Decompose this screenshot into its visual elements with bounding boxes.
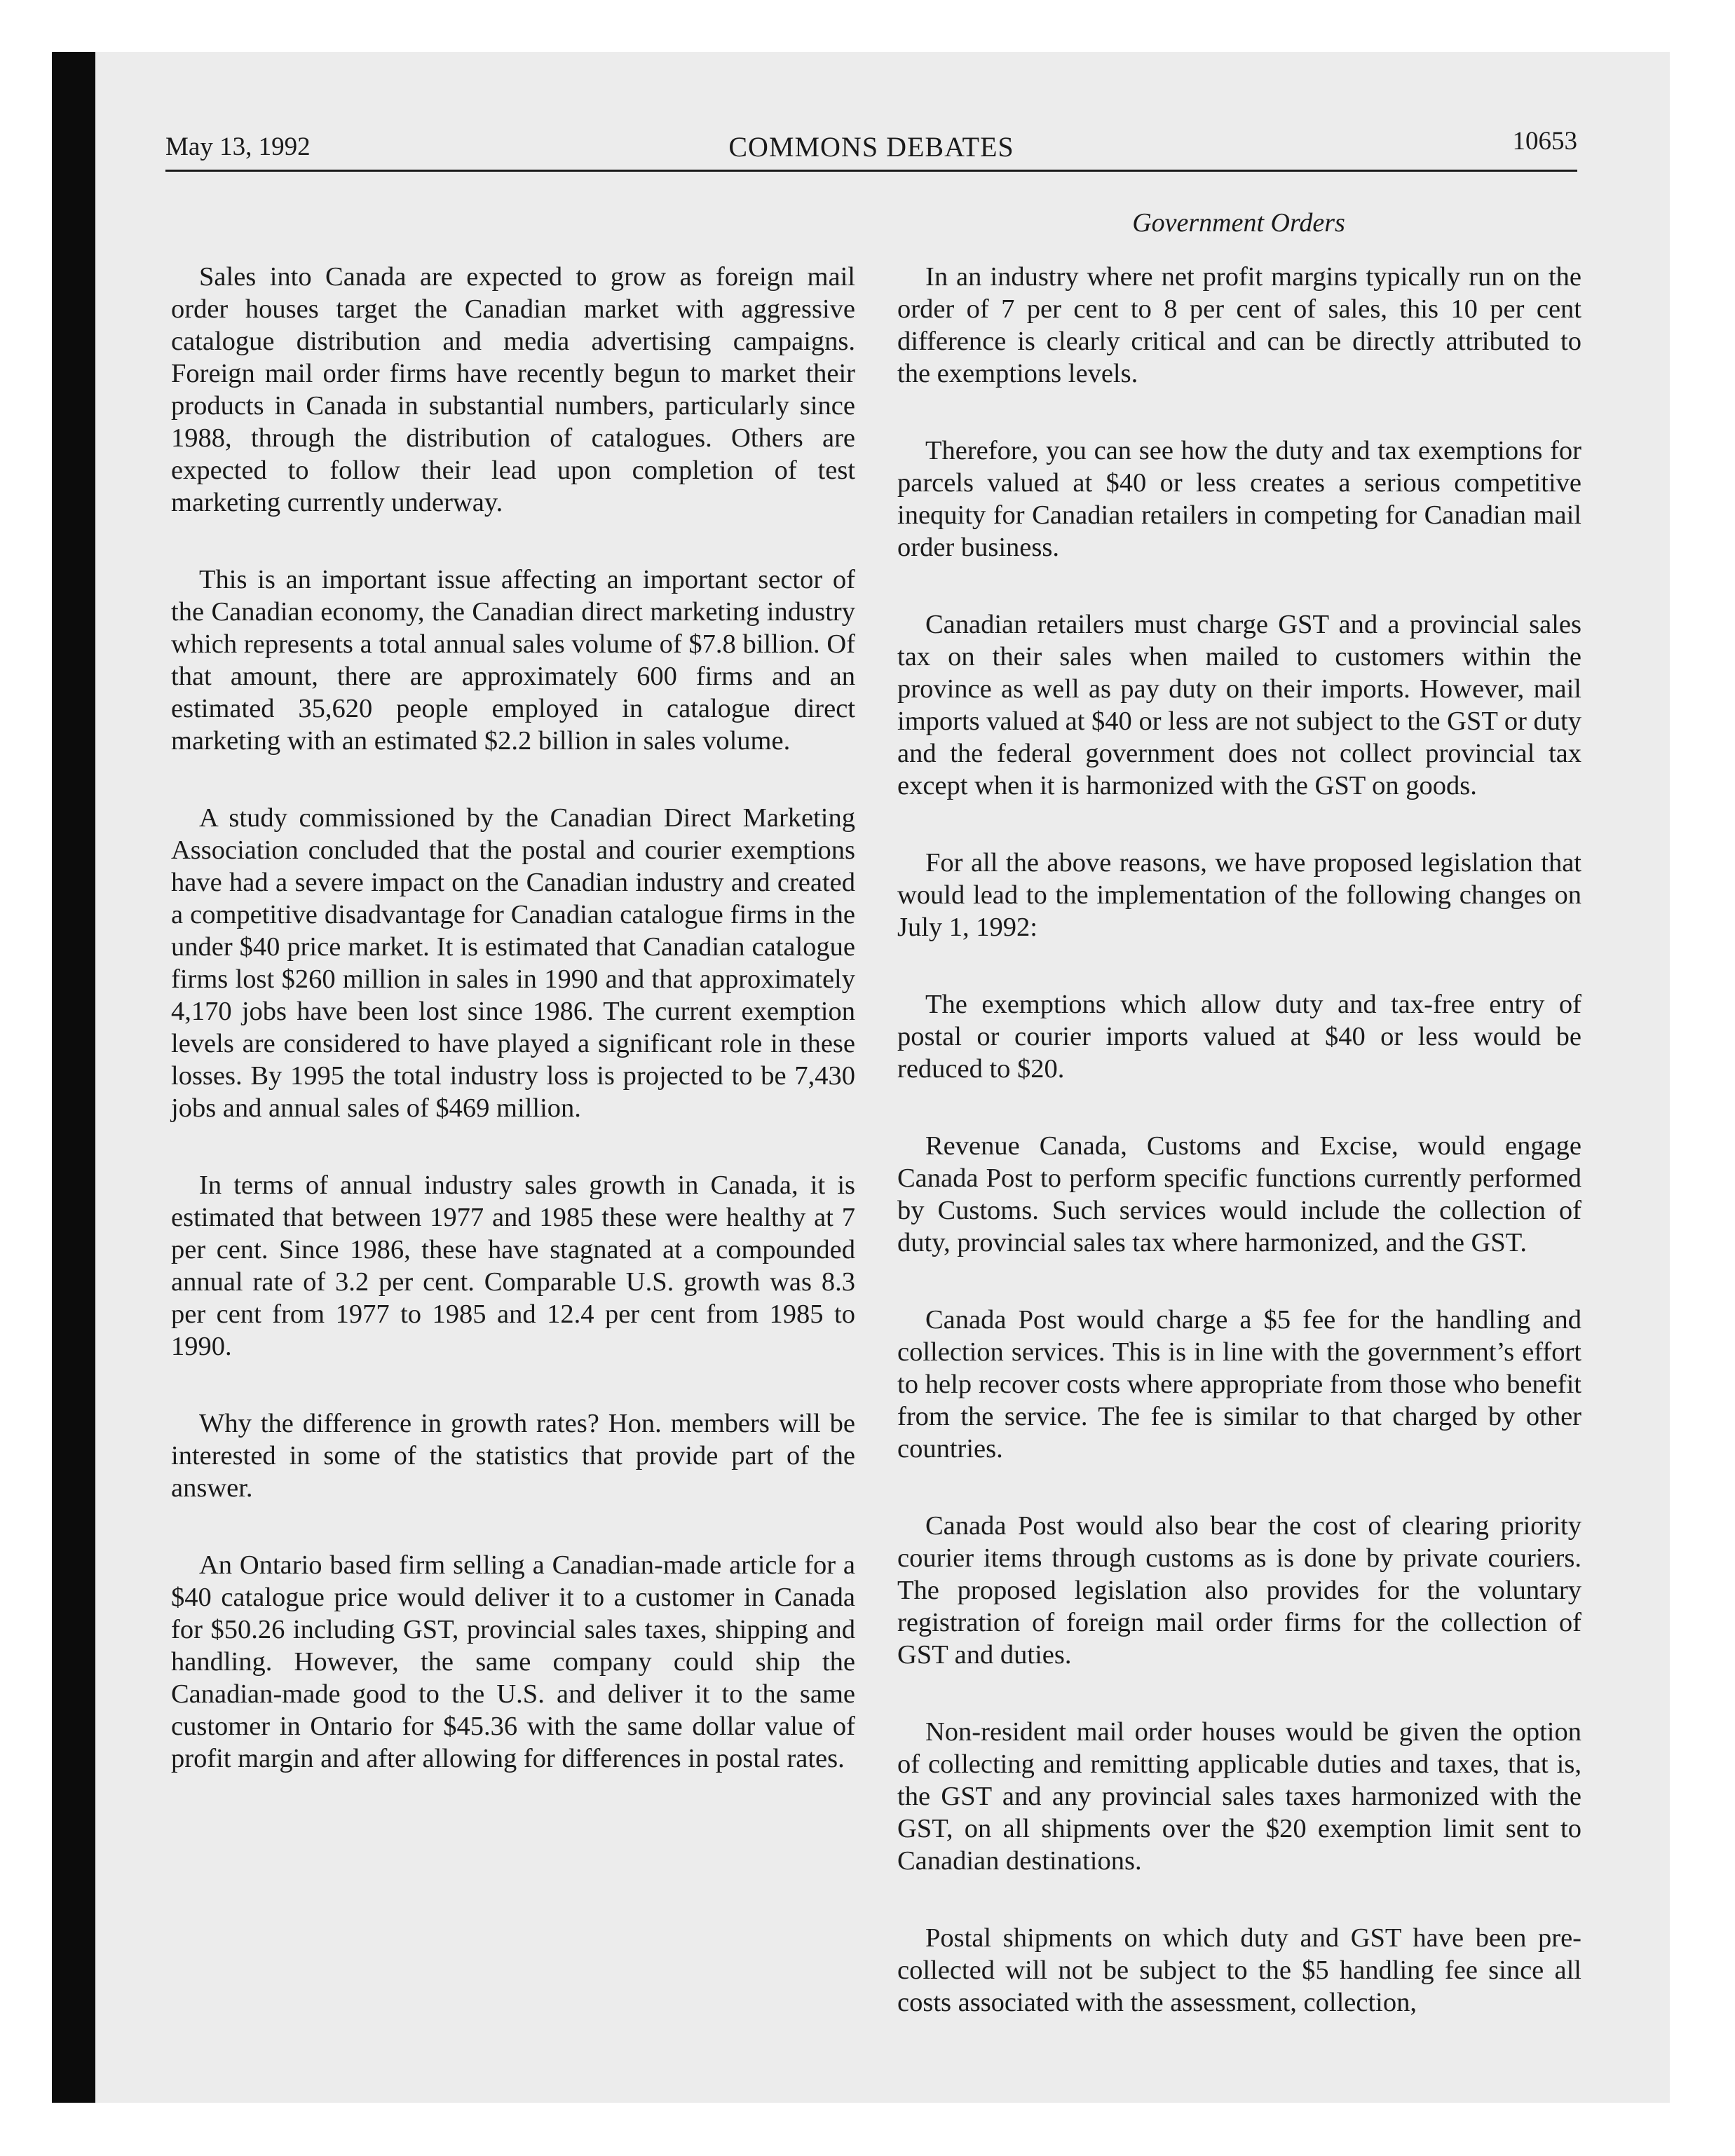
header-rule [165,170,1577,172]
paragraph: Why the difference in growth rates? Hon. members will be interested in some of the statistics that provide part of the answer. [171,1409,855,1503]
paragraph: In terms of annual industry sales growth in Canada, it is estimated that between 1977 and 1985 these were healthy at 7 per cent. Since 1986, these have stagnated at a compounded annual rate of 3.2 per cent. Comparable U.S. growth was 8.3 per cent from 1977 to 1985 and 12.4 per cent from 1985 to 1990. [171,1171,855,1361]
paragraph: The exemptions which allow duty and tax-free entry of postal or courier imports valued at $40 or less would be reduced to $20. [897,990,1581,1084]
page-header [165,125,1577,168]
header-title: COMMONS DEBATES [728,131,1014,163]
left-column [171,261,855,1820]
paragraph: Revenue Canada, Customs and Excise, would engage Canada Post to perform specific functions currently performed by Customs. Such services would include the collection of duty, provincial sales tax where harmonized, and the GST. [897,1131,1581,1257]
header-date: May 13, 1992 [165,132,311,161]
paragraph: In an industry where net profit margins typically run on the order of 7 per cent to 8 per cent of sales, this 10 per cent difference is clearly critical and can be directly attributed to the exemptions levels. [897,262,1581,388]
paragraph: Therefore, you can see how the duty and tax exemptions for parcels valued at $40 or less creates a serious competitive inequity for Canadian retailers in competing for Canadian mail order business. [897,436,1581,562]
right-column [897,261,1581,2063]
paragraph: For all the above reasons, we have proposed legislation that would lead to the implementation of the following changes on July 1, 1992: [897,848,1581,942]
paragraph: Canadian retailers must charge GST and a provincial sales tax on their sales when mailed to customers within the province as well as pay duty on their imports. However, mail imports valued at $40 or less are not subject to the GST or duty and the federal government does not collect provincial tax except when it is harmonized with the GST on goods. [897,610,1581,800]
paragraph: Canada Post would charge a $5 fee for the handling and collection services. This is in line with the government’s effort to help recover costs where appropriate from those who benefit from the service. The fee is similar to that charged by other countries. [897,1305,1581,1464]
paragraph: A study commissioned by the Canadian Direct Marketing Association concluded that the postal and courier exemptions have had a severe impact on the Canadian industry and created a competitive disadvantage for Canadian catalogue firms in the under $40 price market. It is estimated that Canadian catalogue firms lost $260 million in sales in 1990 and that approximately 4,170 jobs have been lost since 1986. The current exemption levels are considered to have played a significant role in these losses. By 1995 the total industry loss is projected to be 7,430 jobs and annual sales of $469 million. [171,803,855,1123]
scan-binding-edge [52,52,95,2103]
paragraph: Canada Post would also bear the cost of clearing priority courier items through customs as is done by private couriers. The proposed legislation also provides for the voluntary registration of foreign mail order firms for the collection of GST and duties. [897,1511,1581,1670]
page-number: 10653 [1512,127,1577,156]
paragraph: Postal shipments on which duty and GST have been pre-collected will not be subject to the $5 handling fee since all costs associated with the assessment, collection, [897,1923,1581,2017]
paragraph: Non-resident mail order houses would be given the option of collecting and remitting applicable duties and taxes, that is, the GST and any provincial sales taxes harmonized with the GST, on all shipments over the $20 exemption limit sent to Canadian destinations. [897,1717,1581,1876]
paragraph: An Ontario based firm selling a Canadian-made article for a $40 catalogue price would deliver it to a customer in Canada for $50.26 including GST, provincial sales taxes, shipping and handling. However, the same company could ship the Canadian-made good to the U.S. and deliver it to the same customer in Ontario for $45.36 with the same dollar value of profit margin and after allowing for differences in postal rates. [171,1550,855,1773]
paragraph: Sales into Canada are expected to grow as foreign mail order houses target the Canadian market with aggressive catalogue distribution and media advertising campaigns. Foreign mail order firms have recently begun to market their products in Canada in substantial numbers, particularly since 1988, through the distribution of catalogues. Others are expected to follow their lead upon completion of test marketing currently underway. [171,262,855,517]
section-label: Government Orders [1132,208,1345,238]
paragraph: This is an important issue affecting an important sector of the Canadian economy, the Canadian direct marketing industry which represents a total annual sales volume of $7.8 billion. Of that amount, there are approximately 600 firms and an estimated 35,620 people employed in catalogue direct marketing with an estimated $2.2 billion in sales volume. [171,565,855,756]
